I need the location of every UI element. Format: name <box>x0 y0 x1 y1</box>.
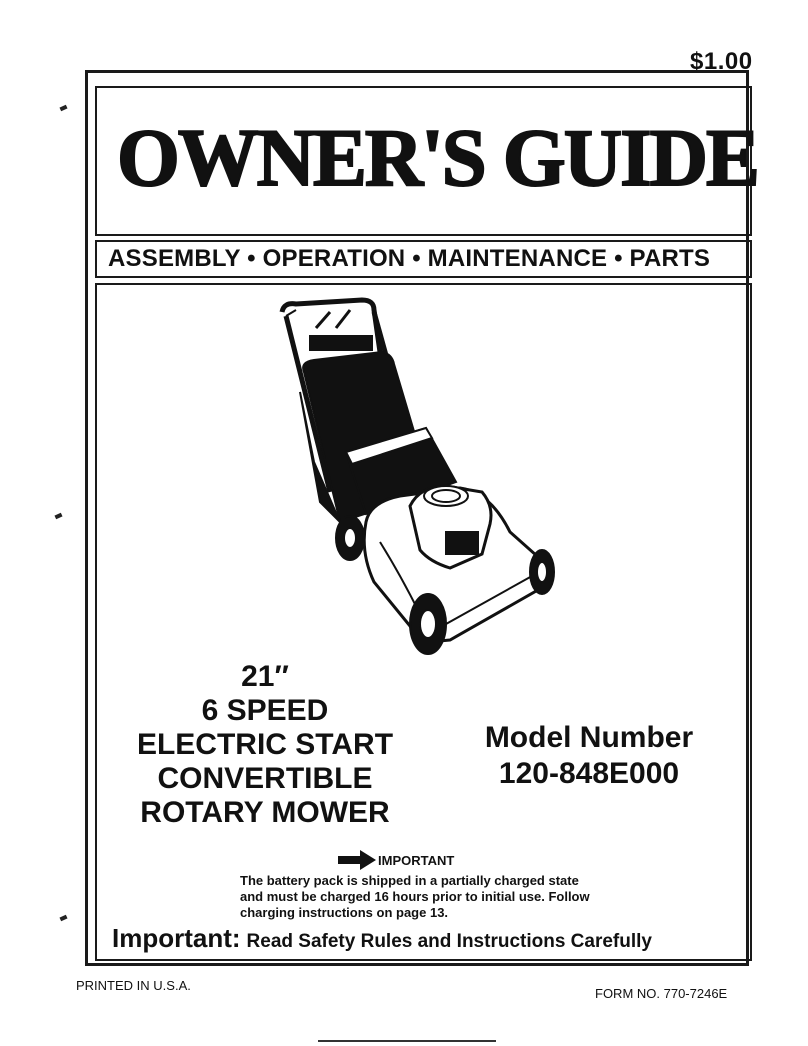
printed-in: PRINTED IN U.S.A. <box>76 978 191 993</box>
important-header <box>338 849 454 871</box>
lawn-mower-illustration <box>270 292 570 660</box>
product-start: ELECTRIC START <box>136 728 394 761</box>
arrow-right-icon <box>338 850 376 870</box>
safety-warning <box>112 921 737 959</box>
model-number: 120-848E000 <box>498 757 680 790</box>
product-type: ROTARY MOWER <box>140 796 390 829</box>
model-block <box>454 720 724 792</box>
scan-mark <box>54 513 62 520</box>
safety-label: Important: <box>112 923 241 953</box>
battery-notice-line: and must be charged 16 hours prior to initial use. Follow <box>240 889 590 904</box>
product-speed: 6 SPEED <box>201 694 329 727</box>
battery-notice-line: charging instructions on page 13. <box>240 905 449 920</box>
price: $1.00 <box>690 48 753 75</box>
sections-bar-text: ASSEMBLY • OPERATION • MAINTENANCE • PARTS <box>108 245 711 272</box>
safety-text: Read Safety Rules and Instructions Carefully <box>246 931 652 952</box>
battery-notice-line: The battery pack is shipped in a partially charged state <box>240 873 579 888</box>
product-size: 21″ <box>241 660 289 693</box>
important-header-label: IMPORTANT <box>378 852 455 868</box>
product-convertible: CONVERTIBLE <box>157 762 373 795</box>
scan-mark <box>59 105 67 112</box>
form-number: FORM NO. 770-7246E <box>595 986 728 1001</box>
page-title: OWNER'S GUIDE <box>117 112 758 203</box>
battery-notice <box>240 873 610 921</box>
product-description <box>110 660 420 830</box>
scan-mark <box>59 915 67 922</box>
footer-rule <box>318 1040 496 1042</box>
model-label: Model Number <box>484 721 694 754</box>
